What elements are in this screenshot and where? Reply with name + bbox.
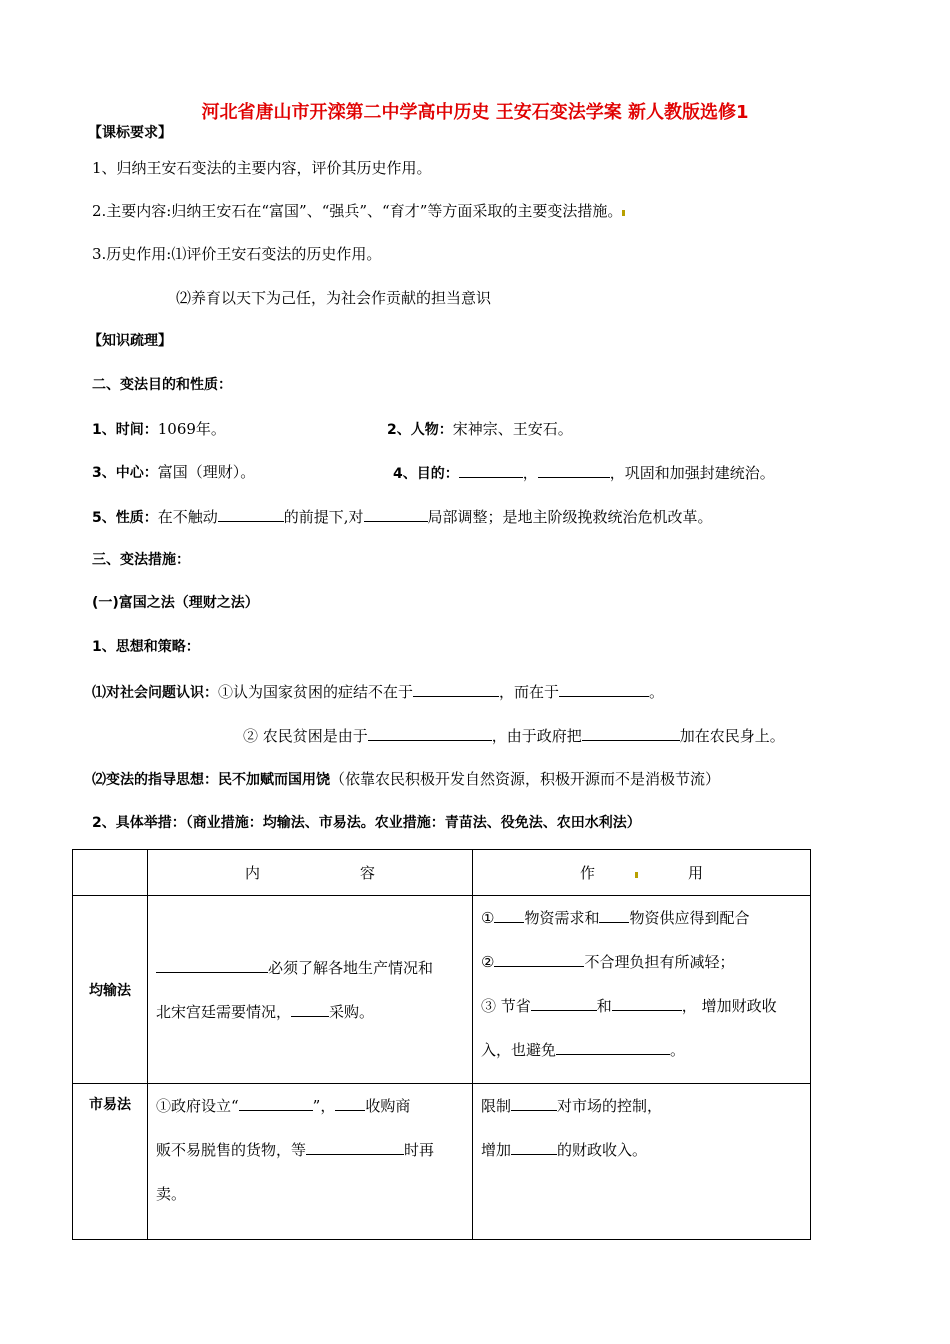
row-effect-cell: ① 物资需求和 物资供应得到配合 ② 不合理负担有所减轻； ③ 节省 和 ， 增加财政收 入，也避免 。 <box>473 896 811 1084</box>
measures-heading: 2、具体举措：（商业措施：均输法、市易法。农业措施：青苗法、役免法、农田水利法） <box>92 815 641 831</box>
row-effect-cell: 限制 对市场的控制， 增加 的财政收入。 <box>473 1084 811 1240</box>
blank-field[interactable] <box>612 994 682 1011</box>
row-content-cell: ①政府设立“ ”， 收购商 贩不易脱售的货物，等 时再 卖。 <box>148 1084 473 1240</box>
blank-field[interactable] <box>459 461 523 478</box>
blank-field[interactable] <box>291 1000 329 1017</box>
blank-field[interactable] <box>511 1138 557 1155</box>
stray-mark <box>622 210 625 216</box>
blank-field[interactable] <box>368 724 492 741</box>
blank-field[interactable] <box>364 505 428 522</box>
purpose-line: 4、目的： ， ，巩固和加强封建统治。 <box>393 461 775 485</box>
blank-field[interactable] <box>218 505 284 522</box>
table-row <box>73 896 811 1084</box>
curriculum-heading: 【课标要求】 <box>88 125 172 141</box>
row-name-cell: 均输法 <box>73 896 148 1084</box>
blank-field[interactable] <box>556 1038 670 1055</box>
problem-line-2: ② 农民贫困是由于 ，由于政府把 加在农民身上。 <box>243 724 785 747</box>
blank-field[interactable] <box>335 1094 365 1111</box>
header-effect-cell: 作 用 <box>473 850 811 896</box>
curriculum-item-2: 2.主要内容:归纳王安石在“富国”、“强兵”、“育才”等方面采取的主要变法措施。 <box>92 200 625 222</box>
curriculum-item-3b: ⑵养育以天下为己任，为社会作贡献的担当意识 <box>176 289 492 307</box>
subsection-heading: (一)富国之法（理财之法） <box>92 595 259 611</box>
section-3-heading: 三、变法措施： <box>92 552 190 568</box>
nature-line: 5、性质：在不触动 的前提下,对 局部调整；是地主阶级挽救统治危机改革。 <box>92 505 713 529</box>
blank-field[interactable] <box>494 906 524 923</box>
center-line: 3、中心：富国（理财）。 <box>92 463 256 481</box>
ideas-heading: 1、思想和策略： <box>92 639 200 655</box>
row-content-cell: 必须了解各地生产情况和 北宋宫廷需要情况， 采购。 <box>148 896 473 1084</box>
stray-mark <box>635 872 638 878</box>
blank-field[interactable] <box>531 994 597 1011</box>
table-header-row <box>73 850 811 896</box>
blank-field[interactable] <box>599 906 629 923</box>
section-2-heading: 二、变法目的和性质： <box>92 377 232 393</box>
blank-field[interactable] <box>538 461 610 478</box>
measures-table <box>72 849 811 1240</box>
header-empty-cell <box>73 850 148 896</box>
blank-field[interactable] <box>306 1138 404 1155</box>
blank-field[interactable] <box>511 1094 557 1111</box>
document-title: 河北省唐山市开滦第二中学高中历史 王安石变法学案 新人教版选修1 <box>201 102 749 123</box>
problem-line-1: ⑴对社会问题认识：①认为国家贫困的症结不在于 ，而在于 。 <box>92 680 664 704</box>
time-line: 1、时间：1069年。 <box>92 420 226 438</box>
row-name-cell: 市易法 <box>73 1084 148 1240</box>
header-content-cell: 内 容 <box>148 850 473 896</box>
blank-field[interactable] <box>494 950 584 967</box>
blank-field[interactable] <box>559 680 649 697</box>
blank-field[interactable] <box>582 724 680 741</box>
table-row <box>73 1084 811 1240</box>
blank-field[interactable] <box>239 1094 313 1111</box>
blank-field[interactable] <box>156 956 268 973</box>
curriculum-item-3: 3.历史作用:⑴评价王安石变法的历史作用。 <box>92 245 382 263</box>
guiding-idea-line: ⑵变法的指导思想：民不加赋而国用饶（依靠农民积极开发自然资源，积极开源而不是消极节流） <box>92 770 721 788</box>
blank-field[interactable] <box>413 680 499 697</box>
people-line: 2、人物：宋神宗、王安石。 <box>387 420 573 438</box>
curriculum-item-1: 1、归纳王安石变法的主要内容，评价其历史作用。 <box>92 159 432 177</box>
knowledge-heading: 【知识疏理】 <box>88 333 172 349</box>
